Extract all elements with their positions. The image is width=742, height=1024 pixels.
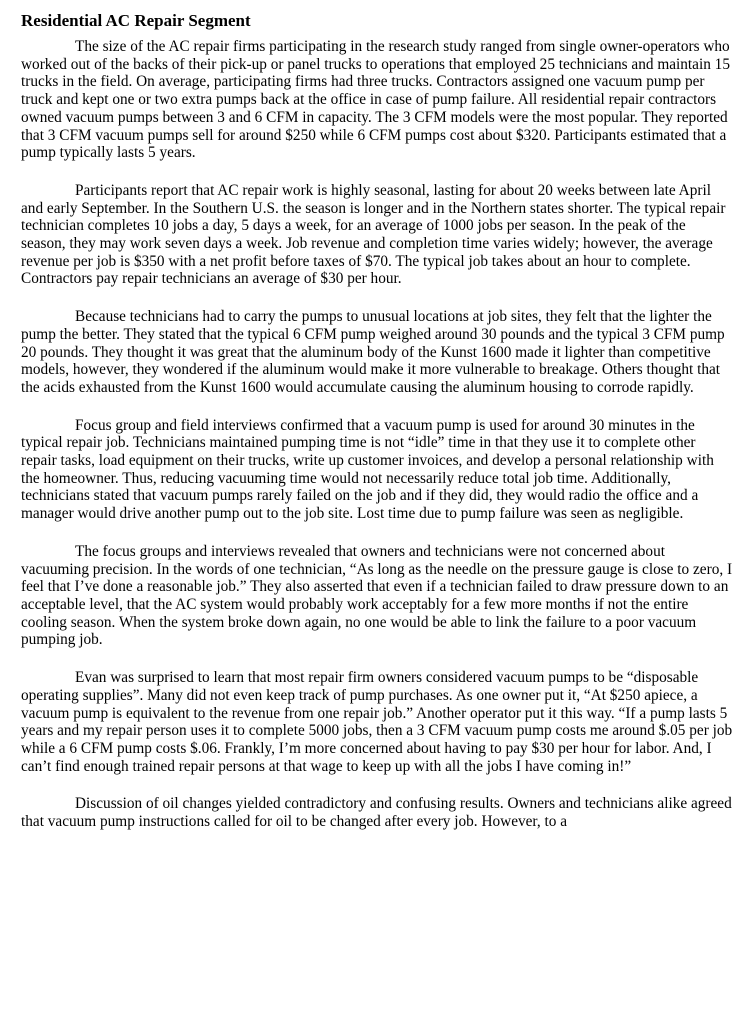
document-page (21, 10, 733, 851)
paragraph-seasonality: Participants report that AC repair work is highly seasonal, lasting for about 20 weeks between late April and early September. In the Southern U.S. the season is longer and in the Northern states shorter. The typical repair technician completes 10 jobs a day, 5 days a week, for an average of 1000 jobs per season. In the peak of the season, they may work seven days a week. Job revenue and completion time varies widely; however, the average revenue per job is $350 with a net profit before taxes of $70. The typical job takes about an hour to complete. Contractors pay repair technicians an average of $30 per hour. (21, 181, 726, 288)
paragraph-precision: The focus groups and interviews revealed that owners and technicians were not concerned about vacuuming precision. In the words of one technician, “As long as the needle on the pressure gauge is close to zero, I feel that I’ve done a reasonable job.” They also asserted that even if a technician failed to draw pressure down to an acceptable level, that the AC system would probably work acceptably for a few more months if not the entire cooling season. When the system broke down again, no one would be able to link the failure to a poor vacuum pumping job. (21, 542, 733, 649)
paragraph-pump-weight: Because technicians had to carry the pumps to unusual locations at job sites, they felt that the lighter the pump the better. They stated that the typical 6 CFM pump weighed around 30 pounds and the typical 3 CFM pump 20 pounds. They thought it was great that the aluminum body of the Kunst 1600 made it lighter than competitive models, however, they wondered if the aluminum would make it more vulnerable to breakage. Others thought that the acids exhausted from the Kunst 1600 would accumulate causing the aluminum housing to corrode rapidly. (21, 308, 725, 396)
paragraph-disposable-supplies: Evan was surprised to learn that most repair firm owners considered vacuum pumps to be “disposable operating supplies”. Many did not even keep track of pump purchases. As one owner put it, “At $250 apiece, a vacuum pump is equivalent to the revenue from one repair job.” Another operator put it this way. “If a pump lasts 5 years and my repair person uses it to complete 5000 jobs, then a 3 CFM vacuum pump costs me around $.05 per job while a 6 CFM pump costs $.06. Frankly, I’m more concerned about having to pay $30 per hour for labor. And, I can’t find enough trained repair persons at that wage to keep up with all the jobs I have coming in!” (21, 669, 733, 775)
section-heading: Residential AC Repair Segment (21, 11, 251, 30)
paragraph-firm-size: The size of the AC repair firms participating in the research study ranged from single owner-operators who worked out of the backs of their pick-up or panel trucks to operations that employed 25 technicians and maintain 15 trucks in the field. On average, participating firms had three trucks. Contractors assigned one vacuum pump per truck and kept one or two extra pumps back at the office in case of pump failure. All residential repair contractors owned vacuum pumps between 3 and 6 CFM in capacity. The 3 CFM models were the most popular. They reported that 3 CFM vacuum pumps sell for around $250 while 6 CFM pumps cost about $320. Participants estimated that a pump typically lasts 5 years. (21, 38, 730, 162)
paragraph-pumping-time: Focus group and field interviews confirmed that a vacuum pump is used for around 30 minutes in the typical repair job. Technicians maintained pumping time is not “idle” time in that they use it to complete other repair tasks, load equipment on their trucks, write up customer invoices, and develop a personal relationship with the homeowner. Thus, reducing vacuuming time would not necessarily reduce total job time. Additionally, technicians stated that vacuum pumps rarely failed on the job and if they did, they would radio the office and a manager would drive another pump out to the job site. Lost time due to pump failure was seen as negligible. (21, 416, 714, 523)
paragraph-oil-changes: Discussion of oil changes yielded contradictory and confusing results. Owners and technicians alike agreed that vacuum pump instructions called for oil to be changed after every job. However, to a (21, 795, 732, 831)
